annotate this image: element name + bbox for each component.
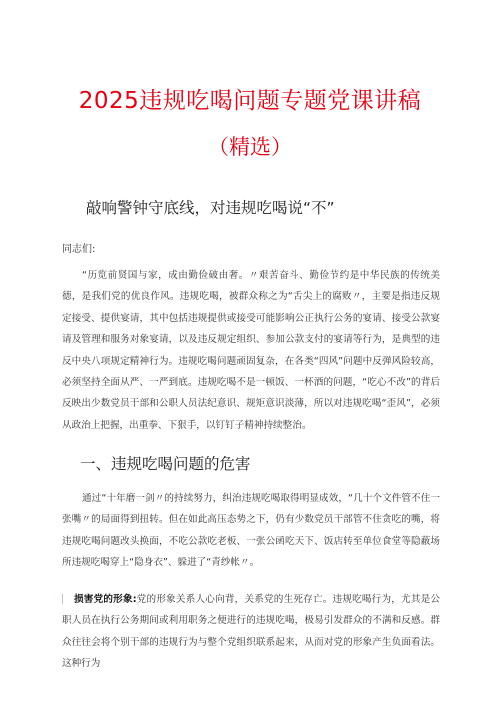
paragraph-progress: 通过“十年磨一剑〃的持续努力，纠治违规吃喝取得明显成效，“几十个文件管不住一张嘴〃的局面得到扭转。但在如此高压态势之下，仍有少数党员干部管不住贪吃的嘴，将违规吃喝问题改头换面，不吃公款吃老板、一张公函吃天下、饭店转至单位食堂等隐蔽场所违规吃喝穿上“隐身衣”、躲进了“青纱帐〃。 (62, 493, 440, 569)
paragraph-lead-phrase: 损害党的形象: (74, 594, 137, 605)
greeting: 同志们: (62, 244, 96, 255)
paragraph-party-image (62, 589, 440, 675)
document-subtitle: （精选） (208, 135, 292, 159)
section-heading-harms: 一、违规吃喝问题的危害 (80, 455, 251, 473)
paragraph-intro: “历览前贤国与家，成由勤俭破由奢。〃艰苦奋斗、勤俭节约是中华民族的传统美德，是我们党的优良作风。违规吃喝，被群众称之为“舌尖上的腐败〃，主要是指违反规定接受、提供宴请，其中包括违规提供或接受可能影响公正执行公务的宴请、接受公款宴请及管理和服务对象宴请，以及违反规定组织、参加公款支付的宴请等行为，是典型的违反中央八项规定精神行为。违规吃喝问题顽固复杂，在各类“四风”问题中反弹风险较高，必须坚持全面从严、一严到底。违规吃喝不是一顿饭、一杯酒的问题，“吃心不改”的背后反映出少数党员干部和公职人员法纪意识、规矩意识淡薄，所以对违规吃喝“歪风”，必须从政治上把握，出重拳、下狠手，以钉钉子精神持续整治。 (62, 270, 440, 431)
paragraph-body: 党的形象关系人心向背，关系党的生死存亡。违规吃喝行为，尤其是公职人员在执行公务期间或利用职务之便进行的违规吃喝，极易引发群众的不满和反感。群众往往会将个别干部的违规行为与整个党组织联系起来，从而对党的形象产生负面看法。这种行为 (62, 594, 441, 670)
document-title: 2025违规吃喝问题专题党课讲稿 (78, 88, 422, 114)
lead-heading: 敲响警钟守底线，对违规吃喝说“不” (86, 199, 335, 217)
